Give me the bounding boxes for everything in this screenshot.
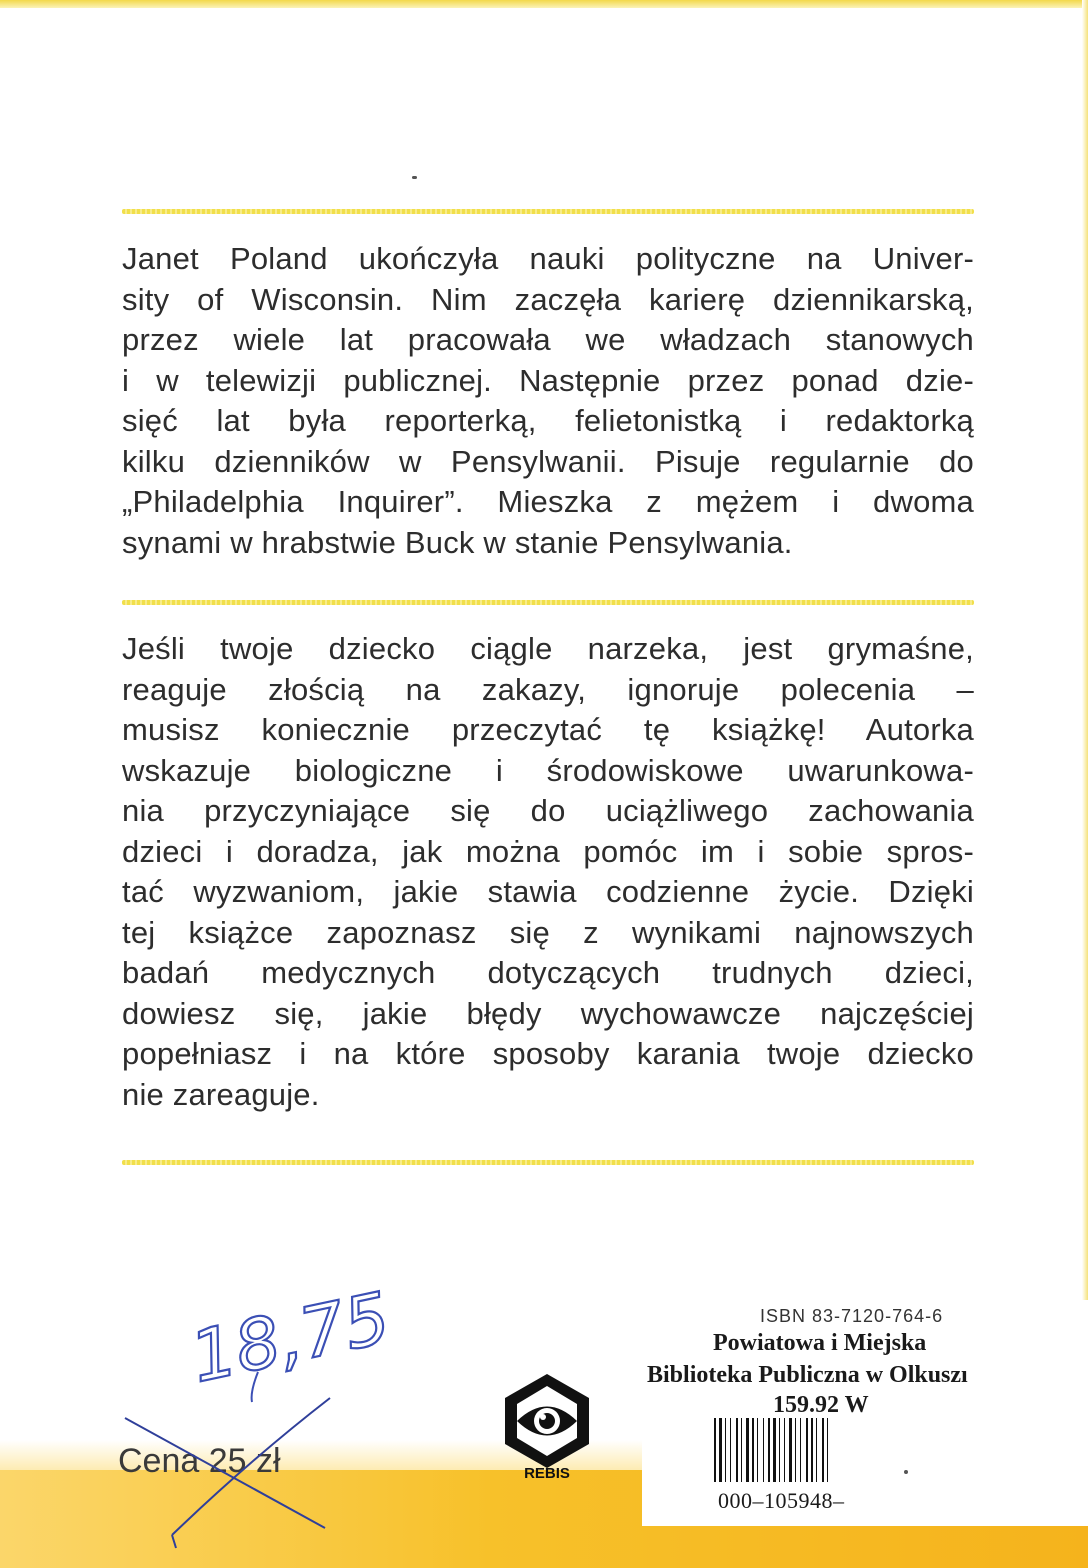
barcode-bar [773,1418,776,1482]
blurb-line: Jeśli twoje dziecko ciągle narzeka, jest grymaśne, [122,631,974,666]
barcode-bar [725,1418,726,1482]
rebis-logo [497,1372,597,1482]
barcode-number: 000–105948– [718,1488,845,1513]
publisher-name: REBIS [524,1465,570,1482]
blurb-line: nie zareaguje. [122,1076,320,1112]
barcode-bar [763,1418,764,1482]
barcode-bar [784,1418,785,1482]
barcode-bar [757,1418,758,1482]
library-classification: 159.92 W [773,1392,869,1418]
library-name-line2: Biblioteka Publiczna w Olkuszı [647,1362,968,1388]
blurb-line: nia przyczyniające się do uciążliwego zachowania [122,793,974,828]
barcode-bar [822,1418,824,1482]
price-label: Cena 25 zł [118,1442,281,1480]
bio-line: Janet Poland ukończyła nauki polityczne na Univer- [122,241,974,276]
barcode-bar [741,1418,742,1482]
handwritten-price: 18,75 [183,1276,397,1399]
blurb-line: dzieci i doradza, jak można pomóc im i sobie spros- [122,833,974,869]
isbn-number: ISBN 83-7120-764-6 [760,1306,944,1326]
bio-line: i w telewizji publicznej. Następnie przez ponad dzie- [122,362,974,398]
blurb-line: badań medycznych dotyczących trudnych dzieci, [122,955,974,990]
bio-line: „Philadelphia Inquirer”. Mieszka z mężem i dwoma [122,484,974,519]
barcode-bar [816,1418,817,1482]
blurb-line: tej książce zapoznasz się z wynikami najnowszych [122,914,974,950]
bio-line: sięć lat była reporterką, felietonistką i redaktorką [122,403,974,438]
blurb-line: musisz koniecznie przeczytać tę książkę! Autorka [122,712,974,747]
bio-line: kilku dzienników w Pensylwanii. Pisuje regularnie do [122,443,974,479]
barcode-bar [752,1418,754,1482]
bio-line: synami w hrabstwie Buck w stanie Pensylwania. [122,524,793,560]
barcode-bar [827,1418,828,1482]
barcode-bar [730,1418,731,1482]
blurb-line: popełniasz i na które sposoby karania twoje dziecko [122,1036,974,1071]
blurb-line: reaguje złością na zakazy, ignoruje polecenia – [122,671,974,707]
barcode-bar [714,1418,716,1482]
library-name-line1: Powiatowa i Miejska [713,1330,927,1356]
blurb-line: wskazuje biologiczne i środowiskowe uwarunkowa- [122,752,974,788]
barcode-bar [800,1418,801,1482]
blurb-line: tać wyzwaniom, jakie stawia codzienne życie. Dzięki [122,874,974,909]
cross-stroke-2 [172,1398,330,1535]
bio-line: sity of Wisconsin. Nim zaczęła karierę dziennikarską, [122,281,974,317]
bio-line: przez wiele lat pracowała we władzach stanowych [122,322,974,357]
cross-stroke-1 [125,1418,325,1528]
barcode-bar [811,1418,813,1482]
barcode-bar [768,1418,770,1482]
library-barcode [712,1418,902,1484]
barcode-bar [779,1418,780,1482]
scan-speck [904,1470,908,1474]
blurb-line: dowiesz się, jakie błędy wychowawcze najczęściej [122,995,974,1031]
barcode-bar [806,1418,808,1482]
barcode-bar [746,1418,749,1482]
barcode-bar [789,1418,792,1482]
barcode-bar [795,1418,796,1482]
barcode-bar [719,1418,722,1482]
barcode-bar [736,1418,738,1482]
rebis-emblem-icon [505,1374,589,1468]
